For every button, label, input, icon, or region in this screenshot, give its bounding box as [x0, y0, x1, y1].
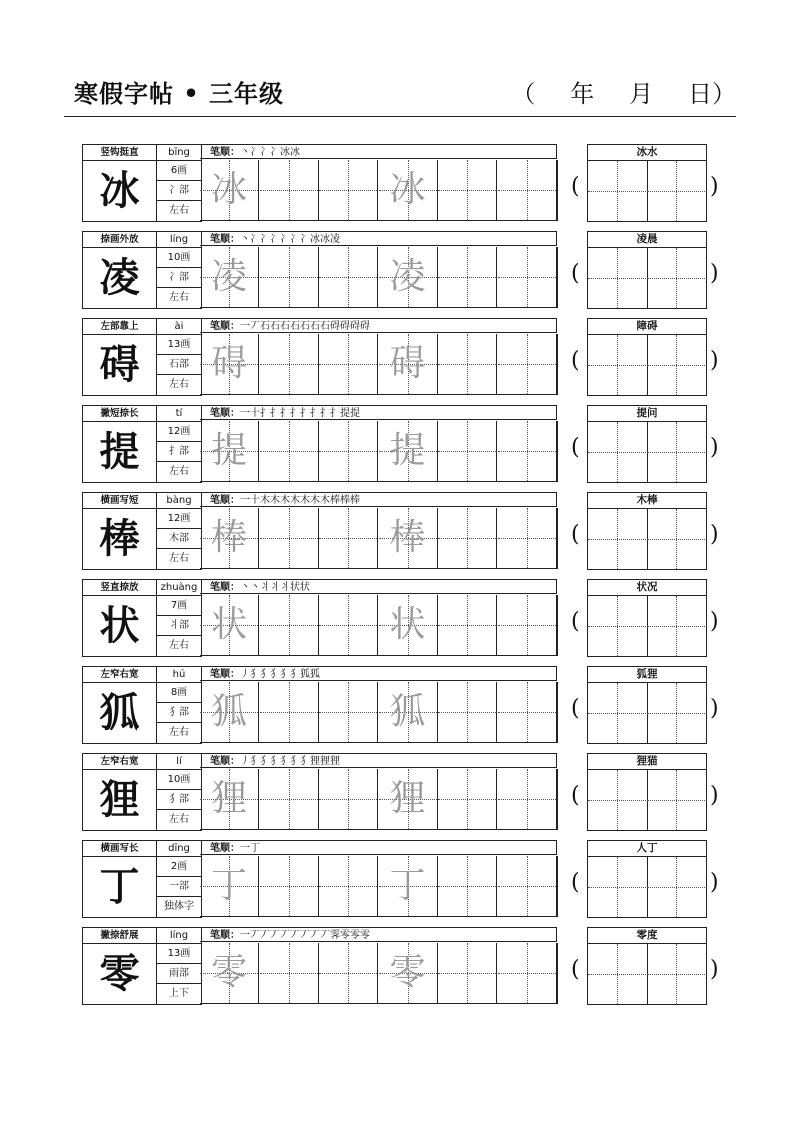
practice-cell[interactable]: [379, 682, 438, 742]
practice-cell[interactable]: [319, 334, 378, 394]
word-practice-cell[interactable]: [647, 248, 706, 308]
trace-character: 零: [210, 952, 247, 993]
practice-cell[interactable]: [498, 682, 557, 742]
close-paren: ): [710, 174, 719, 199]
word-practice-cell[interactable]: [647, 335, 706, 395]
word-box: [587, 318, 707, 396]
pinyin: zhuàng: [157, 580, 201, 596]
practice-row: [82, 231, 719, 309]
trace-character: 碍: [210, 343, 247, 384]
practice-row: [82, 927, 719, 1005]
structure: 左右: [169, 727, 189, 738]
word-practice-cell[interactable]: [647, 683, 706, 743]
pinyin: líng: [157, 232, 201, 248]
word-box: [587, 144, 707, 222]
example-word: 冰水: [588, 145, 706, 161]
example-word: 提问: [588, 406, 706, 422]
practice-cell[interactable]: [260, 160, 319, 220]
stroke-count: 6画: [157, 161, 201, 181]
practice-cell[interactable]: [498, 856, 557, 916]
model-character: 碍: [83, 335, 157, 395]
practice-grid: [200, 769, 558, 830]
stroke-order: [200, 405, 557, 420]
practice-cell[interactable]: [319, 247, 378, 307]
open-paren: (: [571, 348, 580, 373]
stroke-order-label: 笔顺：: [210, 408, 240, 419]
practice-cell[interactable]: [319, 508, 378, 568]
practice-cell[interactable]: [379, 247, 438, 307]
close-paren: ): [710, 696, 719, 721]
practice-cell[interactable]: [498, 769, 557, 829]
practice-row: [82, 666, 719, 744]
character-info-box: [82, 579, 202, 657]
word-box: [587, 927, 707, 1005]
open-paren: (: [571, 174, 580, 199]
writing-tip: 横画写短: [83, 493, 157, 509]
stroke-order-label: 笔顺：: [210, 495, 240, 506]
practice-cell[interactable]: [498, 334, 557, 394]
writing-tip: 左窄右宽: [83, 667, 157, 683]
practice-row: [82, 318, 719, 396]
model-character: 冰: [83, 161, 157, 221]
word-practice-cell[interactable]: [647, 509, 706, 569]
character-info-box: [82, 753, 202, 831]
word-practice-cell[interactable]: [588, 683, 648, 743]
open-paren: (: [571, 783, 580, 808]
practice-cell[interactable]: [379, 334, 438, 394]
pinyin: dīng: [157, 841, 201, 857]
trace-character: 丁: [389, 865, 426, 906]
model-character: 狐: [83, 683, 157, 743]
practice-cell[interactable]: [319, 421, 378, 481]
practice-cell[interactable]: [260, 595, 319, 655]
word-practice-cell[interactable]: [588, 770, 648, 830]
example-word: 木棒: [588, 493, 706, 509]
practice-cell[interactable]: [200, 160, 259, 220]
radical: 冫部: [157, 268, 201, 288]
practice-grid: [200, 595, 558, 656]
stroke-order: [200, 492, 557, 507]
stroke-order-label: 笔顺：: [210, 582, 240, 593]
stroke-count: 7画: [157, 596, 201, 616]
stroke-order-label: 笔顺：: [210, 321, 240, 332]
practice-cell[interactable]: [379, 160, 438, 220]
radical: 冫部: [157, 181, 201, 201]
practice-cell[interactable]: [260, 856, 319, 916]
stroke-order: [200, 753, 557, 768]
open-paren: (: [571, 957, 580, 982]
structure: 上下: [169, 988, 189, 999]
practice-cell[interactable]: [379, 508, 438, 568]
word-box: [587, 666, 707, 744]
pinyin: bàng: [157, 493, 201, 509]
writing-tip: 左窄右宽: [83, 754, 157, 770]
date-field: （ 年 月 日）: [511, 80, 736, 108]
stroke-order-sequence: 丶冫冫冫冫冫冫冰冰凌: [240, 234, 340, 245]
close-paren: ): [710, 348, 719, 373]
practice-grid: [200, 421, 558, 482]
open-paren: (: [571, 609, 580, 634]
stroke-count: 10画: [157, 248, 201, 268]
practice-grid: [200, 247, 558, 308]
open-paren: (: [571, 435, 580, 460]
stroke-order-sequence: 丶丶丬丬丬状状: [240, 582, 310, 593]
stroke-order: [200, 840, 557, 855]
word-practice-cell[interactable]: [647, 422, 706, 482]
stroke-count: 8画: [157, 683, 201, 703]
practice-cell[interactable]: [260, 421, 319, 481]
word-practice-cell[interactable]: [588, 335, 648, 395]
practice-row: [82, 492, 719, 570]
practice-cell[interactable]: [498, 160, 557, 220]
practice-cell[interactable]: [200, 595, 259, 655]
stroke-order-sequence: 一十扌扌扌扌扌扌扌扌提提: [240, 408, 360, 419]
stroke-order-label: 笔顺：: [210, 234, 240, 245]
trace-character: 棒: [210, 517, 247, 558]
radical: 一部: [157, 877, 201, 897]
pinyin: hú: [157, 667, 201, 683]
word-practice-cell[interactable]: [647, 161, 706, 221]
close-paren: ): [710, 783, 719, 808]
writing-tip: 竖直捺放: [83, 580, 157, 596]
writing-tip: 撇捺舒展: [83, 928, 157, 944]
example-word: 狐狸: [588, 667, 706, 683]
word-practice-cell[interactable]: [588, 857, 648, 917]
practice-cell[interactable]: [260, 943, 319, 1003]
character-info-box: [82, 405, 202, 483]
radical: 扌部: [157, 442, 201, 462]
practice-cell[interactable]: [379, 856, 438, 916]
model-character: 狸: [83, 770, 157, 830]
word-practice-cell[interactable]: [647, 857, 706, 917]
radical: 石部: [157, 355, 201, 375]
stroke-count: 12画: [157, 509, 201, 529]
word-practice-cell[interactable]: [588, 248, 648, 308]
stroke-order-sequence: 一十木木木木木木木棒棒棒: [240, 495, 360, 506]
word-practice-cell[interactable]: [647, 944, 706, 1004]
trace-character: 棒: [389, 517, 426, 558]
practice-cell[interactable]: [200, 508, 259, 568]
stroke-order-sequence: 丶冫冫冫冰冰: [240, 147, 300, 158]
practice-cell[interactable]: [379, 769, 438, 829]
stroke-order-label: 笔顺：: [210, 843, 240, 854]
word-practice-cell[interactable]: [588, 944, 648, 1004]
practice-row: [82, 405, 719, 483]
word-box: [587, 405, 707, 483]
practice-grid: [200, 508, 558, 569]
stroke-order-label: 笔顺：: [210, 147, 240, 158]
trace-character: 碍: [389, 343, 426, 384]
stroke-order-sequence: 丿犭犭犭犭犭犭狸狸狸: [240, 756, 340, 767]
example-word: 障碍: [588, 319, 706, 335]
practice-cell[interactable]: [200, 334, 259, 394]
structure: 左右: [169, 205, 189, 216]
practice-cell[interactable]: [438, 856, 497, 916]
close-paren: ): [710, 609, 719, 634]
trace-character: 狐: [210, 691, 247, 732]
radical: 犭部: [157, 703, 201, 723]
stroke-order: [200, 927, 557, 942]
structure: 左右: [169, 553, 189, 564]
close-paren: ): [710, 870, 719, 895]
practice-row: [82, 144, 719, 222]
writing-tip: 捺画外放: [83, 232, 157, 248]
trace-character: 凌: [389, 256, 426, 297]
practice-cell[interactable]: [260, 508, 319, 568]
practice-cell[interactable]: [319, 595, 378, 655]
example-word: 凌晨: [588, 232, 706, 248]
practice-cell[interactable]: [438, 943, 497, 1003]
practice-cell[interactable]: [200, 943, 259, 1003]
practice-cell[interactable]: [319, 943, 378, 1003]
stroke-order: [200, 318, 557, 333]
structure: 左右: [169, 292, 189, 303]
open-paren: (: [571, 696, 580, 721]
character-info-box: [82, 927, 202, 1005]
model-character: 状: [83, 596, 157, 656]
character-info-box: [82, 231, 202, 309]
example-word: 零度: [588, 928, 706, 944]
stroke-order: [200, 144, 557, 159]
pinyin: tí: [157, 406, 201, 422]
practice-cell[interactable]: [438, 682, 497, 742]
stroke-order-sequence: 一丆丆丆丆丆丆丆丆霁零零零: [240, 930, 370, 941]
word-practice-cell[interactable]: [588, 422, 648, 482]
stroke-count: 2画: [157, 857, 201, 877]
practice-cell[interactable]: [438, 769, 497, 829]
pinyin: líng: [157, 928, 201, 944]
stroke-count: 13画: [157, 335, 201, 355]
practice-cell[interactable]: [379, 421, 438, 481]
stroke-order-label: 笔顺：: [210, 756, 240, 767]
open-paren: (: [571, 870, 580, 895]
practice-cell[interactable]: [319, 856, 378, 916]
structure: 左右: [169, 640, 189, 651]
trace-character: 丁: [210, 865, 247, 906]
model-character: 提: [83, 422, 157, 482]
stroke-count: 12画: [157, 422, 201, 442]
radical: 犭部: [157, 790, 201, 810]
practice-row: [82, 579, 719, 657]
practice-grid: [200, 682, 558, 743]
stroke-order-sequence: 丿犭犭犭犭犭狐狐: [240, 669, 320, 680]
stroke-order-label: 笔顺：: [210, 930, 240, 941]
practice-cell[interactable]: [319, 682, 378, 742]
page-title: 寒假字帖 • 三年级: [74, 79, 285, 108]
practice-cell[interactable]: [498, 595, 557, 655]
word-practice-cell[interactable]: [588, 509, 648, 569]
practice-grid: [200, 856, 558, 917]
trace-character: 冰: [210, 169, 247, 210]
practice-cell[interactable]: [438, 160, 497, 220]
practice-cell[interactable]: [379, 595, 438, 655]
practice-row: [82, 840, 719, 918]
pinyin: bīng: [157, 145, 201, 161]
structure: 独体字: [164, 901, 194, 912]
word-practice-cell[interactable]: [588, 161, 648, 221]
pinyin: ài: [157, 319, 201, 335]
practice-cell[interactable]: [498, 508, 557, 568]
character-info-box: [82, 840, 202, 918]
page-header: [64, 70, 736, 117]
writing-tip: 左部靠上: [83, 319, 157, 335]
practice-cell[interactable]: [379, 943, 438, 1003]
practice-grid: [200, 943, 558, 1004]
structure: 左右: [169, 466, 189, 477]
practice-cell[interactable]: [498, 247, 557, 307]
trace-character: 提: [210, 430, 247, 471]
stroke-count: 13画: [157, 944, 201, 964]
practice-grid: [200, 160, 558, 221]
open-paren: (: [571, 522, 580, 547]
practice-cell[interactable]: [200, 247, 259, 307]
character-info-box: [82, 492, 202, 570]
trace-character: 狸: [389, 778, 426, 819]
model-character: 丁: [83, 857, 157, 917]
writing-tip: 横画写长: [83, 841, 157, 857]
trace-character: 零: [389, 952, 426, 993]
word-box: [587, 492, 707, 570]
stroke-order-sequence: 一丆石石石石石石石碍碍碍碍: [240, 321, 370, 332]
practice-cell[interactable]: [200, 769, 259, 829]
character-info-box: [82, 144, 202, 222]
practice-cell[interactable]: [260, 769, 319, 829]
trace-character: 提: [389, 430, 426, 471]
pinyin: lí: [157, 754, 201, 770]
stroke-order: [200, 231, 557, 246]
word-box: [587, 753, 707, 831]
practice-cell[interactable]: [260, 682, 319, 742]
practice-cell[interactable]: [200, 682, 259, 742]
character-info-box: [82, 318, 202, 396]
structure: 左右: [169, 379, 189, 390]
word-practice-cell[interactable]: [647, 596, 706, 656]
trace-character: 狸: [210, 778, 247, 819]
writing-tip: 竖钩挺直: [83, 145, 157, 161]
stroke-count: 10画: [157, 770, 201, 790]
practice-cell[interactable]: [438, 334, 497, 394]
trace-character: 狐: [389, 691, 426, 732]
stroke-order-sequence: 一丁: [240, 843, 260, 854]
practice-cell[interactable]: [498, 943, 557, 1003]
example-word: 狸猫: [588, 754, 706, 770]
practice-cell[interactable]: [260, 334, 319, 394]
example-word: 状况: [588, 580, 706, 596]
trace-character: 凌: [210, 256, 247, 297]
practice-cell[interactable]: [498, 421, 557, 481]
model-character: 零: [83, 944, 157, 1004]
word-practice-cell[interactable]: [588, 596, 648, 656]
stroke-order-label: 笔顺：: [210, 669, 240, 680]
word-box: [587, 840, 707, 918]
practice-cell[interactable]: [200, 421, 259, 481]
radical: 雨部: [157, 964, 201, 984]
model-character: 凌: [83, 248, 157, 308]
practice-cell[interactable]: [438, 595, 497, 655]
model-character: 棒: [83, 509, 157, 569]
word-box: [587, 579, 707, 657]
trace-character: 状: [210, 604, 247, 645]
stroke-order: [200, 666, 557, 681]
trace-character: 状: [389, 604, 426, 645]
structure: 左右: [169, 814, 189, 825]
practice-row: [82, 753, 719, 831]
practice-cell[interactable]: [319, 769, 378, 829]
practice-cell[interactable]: [438, 247, 497, 307]
practice-cell[interactable]: [200, 856, 259, 916]
radical: 木部: [157, 529, 201, 549]
close-paren: ): [710, 957, 719, 982]
trace-character: 冰: [389, 169, 426, 210]
radical: 丬部: [157, 616, 201, 636]
close-paren: ): [710, 522, 719, 547]
practice-grid: [200, 334, 558, 395]
close-paren: ): [710, 435, 719, 460]
practice-cell[interactable]: [260, 247, 319, 307]
character-info-box: [82, 666, 202, 744]
practice-cell[interactable]: [319, 160, 378, 220]
practice-cell[interactable]: [438, 421, 497, 481]
stroke-order: [200, 579, 557, 594]
writing-tip: 撇短捺长: [83, 406, 157, 422]
open-paren: (: [571, 261, 580, 286]
example-word: 人丁: [588, 841, 706, 857]
close-paren: ): [710, 261, 719, 286]
practice-cell[interactable]: [438, 508, 497, 568]
word-box: [587, 231, 707, 309]
word-practice-cell[interactable]: [647, 770, 706, 830]
